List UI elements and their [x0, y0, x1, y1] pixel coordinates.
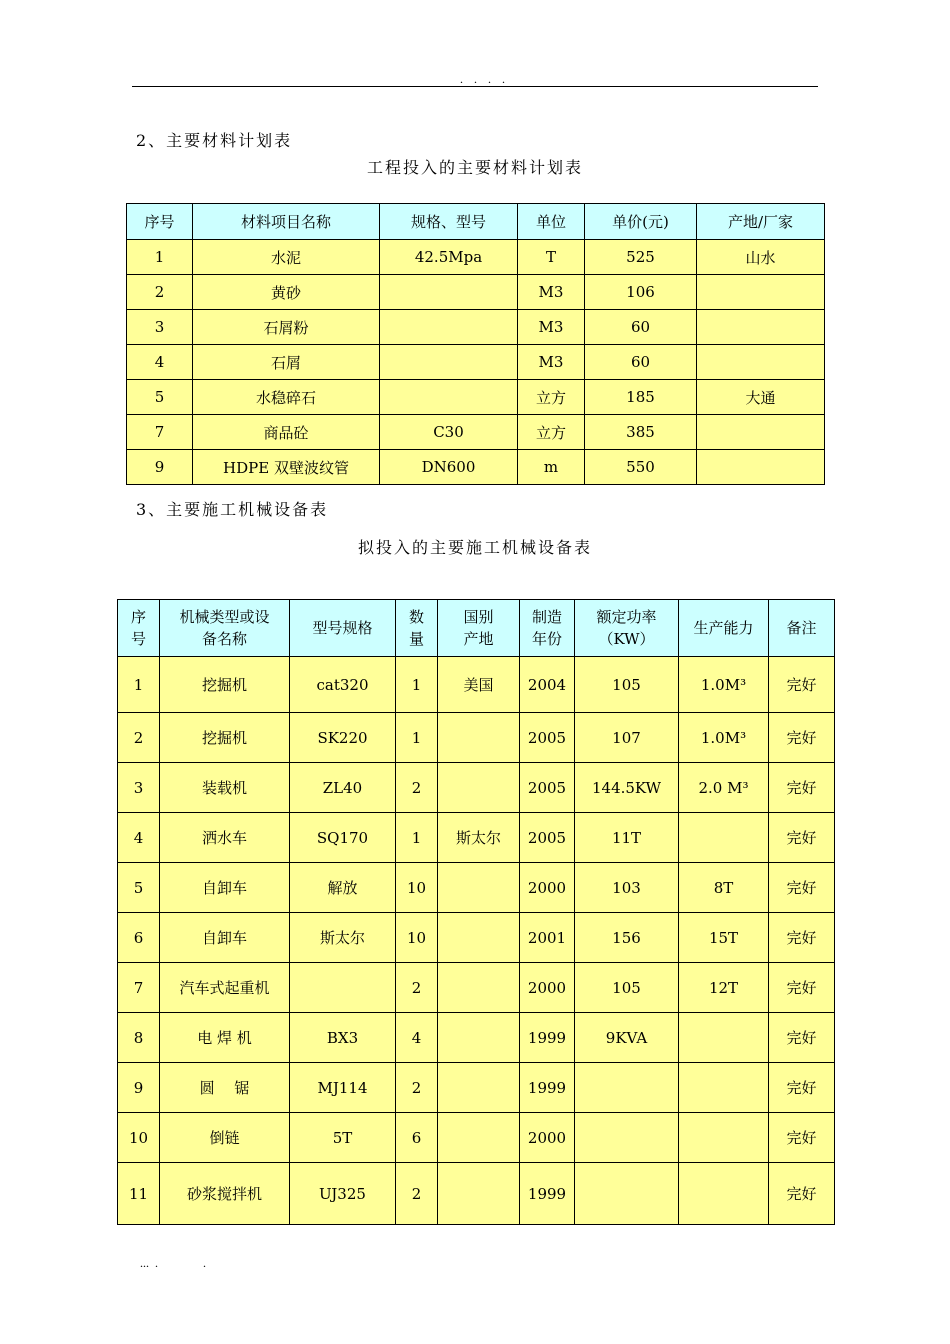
materials-cell: [380, 310, 518, 345]
equipment-cell: 解放: [290, 863, 396, 913]
equipment-cell: 2: [396, 963, 438, 1013]
footer-dots: ... . .: [140, 1256, 206, 1270]
equipment-cell: [679, 1013, 769, 1063]
materials-cell: C30: [380, 415, 518, 450]
equipment-row: [118, 1113, 835, 1163]
materials-row: [127, 380, 825, 415]
equipment-cell: 2004: [520, 657, 575, 713]
materials-cell: 大通: [697, 380, 825, 415]
materials-header-cell: 单位: [518, 204, 585, 240]
equipment-row: [118, 763, 835, 813]
equipment-cell: 2.0 M³: [679, 763, 769, 813]
equipment-cell: 2000: [520, 1113, 575, 1163]
equipment-cell: 2005: [520, 763, 575, 813]
equipment-cell: [438, 963, 520, 1013]
equipment-cell: [438, 1063, 520, 1113]
equipment-cell: [679, 813, 769, 863]
equipment-header-cell: [769, 600, 835, 657]
equipment-cell: 倒链: [160, 1113, 290, 1163]
equipment-cell: 1.0M³: [679, 713, 769, 763]
equipment-cell: 4: [118, 813, 160, 863]
materials-table-title: 工程投入的主要材料计划表: [366, 158, 583, 177]
materials-row: [127, 415, 825, 450]
equipment-cell: 103: [575, 863, 679, 913]
equipment-header-line: 号: [130, 630, 146, 648]
equipment-cell: 完好: [769, 657, 835, 713]
equipment-row: [118, 1013, 835, 1063]
equipment-header-line: 年份: [531, 630, 562, 648]
equipment-cell: 美国: [438, 657, 520, 713]
equipment-header-line: 额定功率: [596, 608, 657, 626]
materials-cell: 550: [585, 450, 697, 485]
equipment-cell: 6: [396, 1113, 438, 1163]
equipment-cell: 4: [396, 1013, 438, 1063]
equipment-cell: 挖掘机: [160, 713, 290, 763]
materials-row: [127, 275, 825, 310]
equipment-cell: 2: [118, 713, 160, 763]
materials-cell: [697, 450, 825, 485]
equipment-cell: 12T: [679, 963, 769, 1013]
equipment-header-cell: [118, 600, 160, 657]
materials-cell: 185: [585, 380, 697, 415]
equipment-cell: 装载机: [160, 763, 290, 813]
equipment-cell: 1: [396, 713, 438, 763]
materials-cell: 水泥: [193, 240, 380, 275]
equipment-cell: 斯太尔: [438, 813, 520, 863]
equipment-header-line: 数: [408, 608, 424, 626]
equipment-cell: 7: [118, 963, 160, 1013]
materials-cell: 4: [127, 345, 193, 380]
materials-cell: 2: [127, 275, 193, 310]
equipment-cell: [575, 1063, 679, 1113]
equipment-cell: 完好: [769, 863, 835, 913]
equipment-cell: 2001: [520, 913, 575, 963]
equipment-cell: [679, 1163, 769, 1225]
equipment-cell: [679, 1113, 769, 1163]
equipment-header-line: 型号规格: [312, 619, 373, 637]
materials-cell: [697, 310, 825, 345]
equipment-cell: 11T: [575, 813, 679, 863]
equipment-cell: 2: [396, 1163, 438, 1225]
materials-cell: DN600: [380, 450, 518, 485]
equipment-header-line: 序: [130, 608, 146, 626]
materials-row: [127, 450, 825, 485]
equipment-cell: ZL40: [290, 763, 396, 813]
equipment-cell: 5: [118, 863, 160, 913]
equipment-cell: 完好: [769, 763, 835, 813]
materials-cell: [380, 380, 518, 415]
materials-cell: 60: [585, 310, 697, 345]
materials-row: [127, 310, 825, 345]
equipment-cell: [438, 713, 520, 763]
equipment-cell: [438, 863, 520, 913]
equipment-cell: 9KVA: [575, 1013, 679, 1063]
header-dots: . . . .: [460, 72, 509, 86]
equipment-cell: 8: [118, 1013, 160, 1063]
materials-table: [126, 203, 825, 485]
equipment-cell: [438, 1113, 520, 1163]
equipment-cell: 2000: [520, 963, 575, 1013]
equipment-cell: 汽车式起重机: [160, 963, 290, 1013]
equipment-row: [118, 963, 835, 1013]
equipment-cell: 1: [396, 813, 438, 863]
equipment-header-line: 备注: [786, 619, 817, 637]
equipment-cell: cat320: [290, 657, 396, 713]
equipment-cell: [679, 1063, 769, 1113]
equipment-cell: 1: [396, 657, 438, 713]
equipment-row: [118, 813, 835, 863]
equipment-row: [118, 1163, 835, 1225]
equipment-cell: [438, 763, 520, 813]
materials-row: [127, 240, 825, 275]
equipment-header-cell: [290, 600, 396, 657]
equipment-cell: 1999: [520, 1063, 575, 1113]
equipment-header-line: 产地: [463, 630, 494, 648]
materials-cell: 水稳碎石: [193, 380, 380, 415]
materials-cell: M3: [518, 310, 585, 345]
materials-cell: 3: [127, 310, 193, 345]
equipment-cell: 144.5KW: [575, 763, 679, 813]
equipment-header-line: 备名称: [201, 630, 247, 648]
equipment-cell: 1999: [520, 1013, 575, 1063]
equipment-header-cell: [438, 600, 520, 657]
materials-cell: 7: [127, 415, 193, 450]
equipment-cell: SK220: [290, 713, 396, 763]
materials-cell: M3: [518, 345, 585, 380]
equipment-header-line: 国别: [463, 608, 494, 626]
equipment-cell: 5T: [290, 1113, 396, 1163]
equipment-cell: 1999: [520, 1163, 575, 1225]
materials-cell: 106: [585, 275, 697, 310]
materials-cell: 1: [127, 240, 193, 275]
materials-header-cell: 材料项目名称: [193, 204, 380, 240]
materials-cell: 立方: [518, 415, 585, 450]
equipment-row: [118, 1063, 835, 1113]
equipment-cell: 11: [118, 1163, 160, 1225]
equipment-cell: 1.0M³: [679, 657, 769, 713]
equipment-cell: 完好: [769, 913, 835, 963]
materials-header-cell: 规格、型号: [380, 204, 518, 240]
equipment-cell: 105: [575, 657, 679, 713]
equipment-header-cell: [679, 600, 769, 657]
equipment-header-cell: [396, 600, 438, 657]
materials-cell: [697, 345, 825, 380]
equipment-cell: SQ170: [290, 813, 396, 863]
equipment-cell: [438, 913, 520, 963]
materials-cell: 商品砼: [193, 415, 380, 450]
equipment-cell: 完好: [769, 813, 835, 863]
equipment-row: [118, 913, 835, 963]
header-rule: [132, 86, 818, 87]
materials-cell: 5: [127, 380, 193, 415]
materials-cell: 9: [127, 450, 193, 485]
equipment-cell: 完好: [769, 1113, 835, 1163]
equipment-cell: 完好: [769, 713, 835, 763]
equipment-cell: 电 焊 机: [160, 1013, 290, 1063]
equipment-row: [118, 657, 835, 713]
equipment-cell: 砂浆搅拌机: [160, 1163, 290, 1225]
equipment-cell: 105: [575, 963, 679, 1013]
materials-header-cell: 产地/厂家: [697, 204, 825, 240]
materials-cell: 525: [585, 240, 697, 275]
equipment-header-cell: [520, 600, 575, 657]
equipment-header-line: 机械类型或设: [179, 608, 270, 626]
materials-cell: [380, 275, 518, 310]
equipment-cell: 10: [118, 1113, 160, 1163]
equipment-cell: 1: [118, 657, 160, 713]
materials-cell: 立方: [518, 380, 585, 415]
equipment-header-line: 生产能力: [693, 619, 754, 637]
equipment-table: [117, 599, 835, 1225]
materials-row: [127, 345, 825, 380]
materials-cell: 山水: [697, 240, 825, 275]
equipment-row: [118, 863, 835, 913]
equipment-cell: 洒水车: [160, 813, 290, 863]
equipment-cell: 完好: [769, 1063, 835, 1113]
materials-cell: 60: [585, 345, 697, 380]
equipment-cell: BX3: [290, 1013, 396, 1063]
materials-cell: 黄砂: [193, 275, 380, 310]
materials-cell: [697, 275, 825, 310]
equipment-cell: 2: [396, 1063, 438, 1113]
equipment-header-line: 制造: [531, 608, 562, 626]
materials-cell: 385: [585, 415, 697, 450]
equipment-cell: 2000: [520, 863, 575, 913]
equipment-row: [118, 713, 835, 763]
materials-header-cell: 序号: [127, 204, 193, 240]
equipment-cell: 10: [396, 913, 438, 963]
equipment-cell: 挖掘机: [160, 657, 290, 713]
equipment-cell: 圆 锯: [160, 1063, 290, 1113]
materials-header-cell: 单价(元): [585, 204, 697, 240]
materials-cell: [380, 345, 518, 380]
equipment-cell: 自卸车: [160, 913, 290, 963]
materials-cell: 石屑: [193, 345, 380, 380]
equipment-cell: 完好: [769, 1013, 835, 1063]
equipment-cell: 完好: [769, 1163, 835, 1225]
materials-cell: [697, 415, 825, 450]
equipment-cell: 2005: [520, 713, 575, 763]
equipment-cell: 15T: [679, 913, 769, 963]
equipment-header-line: （KW）: [598, 630, 655, 648]
equipment-header-line: 量: [408, 630, 424, 648]
materials-cell: M3: [518, 275, 585, 310]
equipment-cell: MJ114: [290, 1063, 396, 1113]
equipment-cell: UJ325: [290, 1163, 396, 1225]
equipment-cell: 斯太尔: [290, 913, 396, 963]
equipment-cell: [438, 1013, 520, 1063]
equipment-cell: 2: [396, 763, 438, 813]
equipment-cell: 3: [118, 763, 160, 813]
equipment-cell: [575, 1113, 679, 1163]
equipment-header-cell: [575, 600, 679, 657]
equipment-cell: 2005: [520, 813, 575, 863]
equipment-cell: [290, 963, 396, 1013]
equipment-cell: 8T: [679, 863, 769, 913]
equipment-cell: [438, 1163, 520, 1225]
equipment-cell: 自卸车: [160, 863, 290, 913]
materials-cell: 石屑粉: [193, 310, 380, 345]
materials-cell: HDPE 双壁波纹管: [193, 450, 380, 485]
equipment-cell: 6: [118, 913, 160, 963]
section-2-title: 2、主要材料计划表: [136, 131, 293, 150]
equipment-cell: 156: [575, 913, 679, 963]
section-3-title: 3、主要施工机械设备表: [136, 500, 329, 519]
materials-cell: m: [518, 450, 585, 485]
equipment-table-title: 拟投入的主要施工机械设备表: [357, 538, 592, 557]
equipment-cell: 107: [575, 713, 679, 763]
equipment-cell: 完好: [769, 963, 835, 1013]
equipment-cell: 9: [118, 1063, 160, 1113]
equipment-header-cell: [160, 600, 290, 657]
equipment-cell: [575, 1163, 679, 1225]
materials-cell: 42.5Mpa: [380, 240, 518, 275]
materials-cell: T: [518, 240, 585, 275]
equipment-cell: 10: [396, 863, 438, 913]
